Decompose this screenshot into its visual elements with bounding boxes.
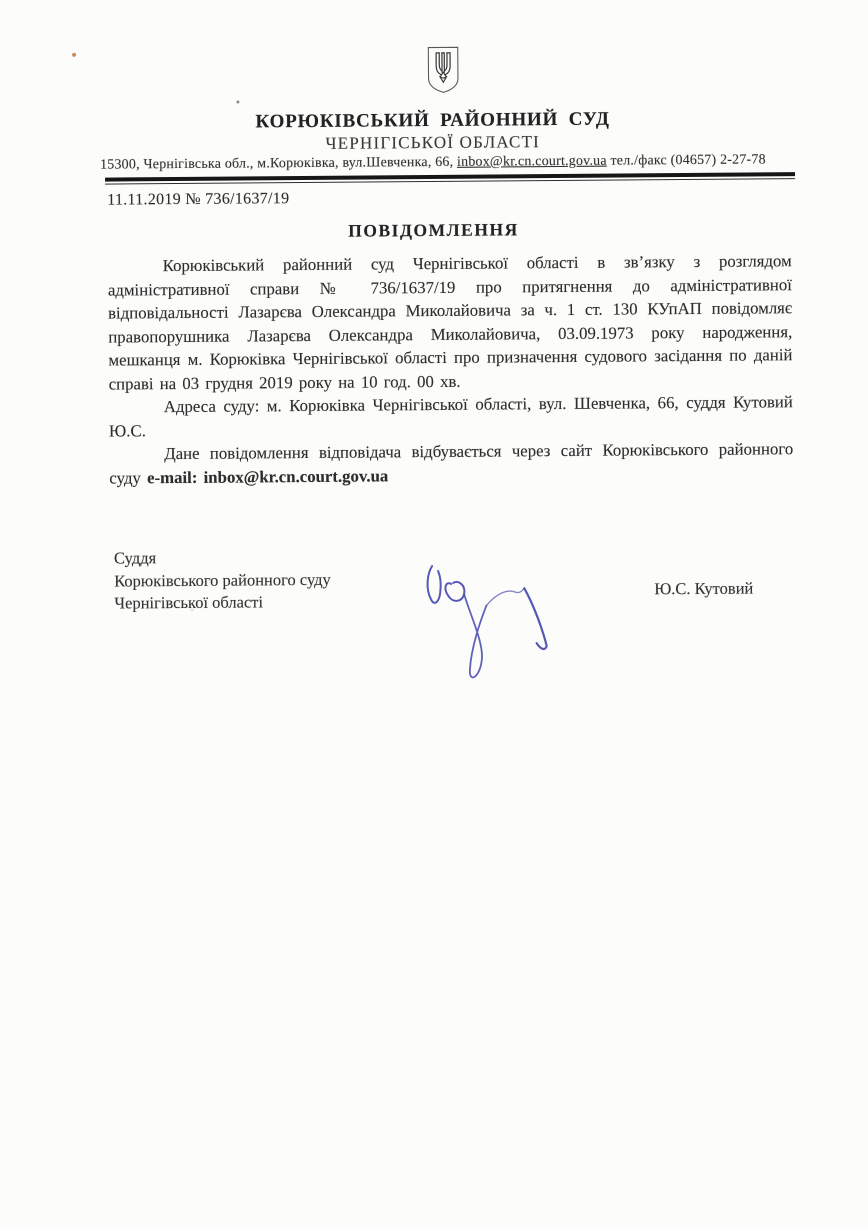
- ukraine-trident-emblem-icon: [425, 46, 461, 94]
- notification-email-text: e-mail: inbox@kr.cn.court.gov.ua: [146, 465, 389, 487]
- signer-role-line-3: Чернігівської області: [114, 592, 264, 613]
- reference-number-line: 11.11.2019 № 736/1637/19: [107, 190, 290, 209]
- body-paragraph-2: Адреса суду: м. Корюківка Чернігівської області, вул. Шевченка, 66, суддя Кутовий Ю.С.: [108, 392, 793, 441]
- notice-body: [108, 249, 794, 489]
- body-paragraph-1: Корюківський районний суд Чернігівської області в зв’язку з розглядом адміністративної справи № 736/1637/19 про притягнення до адміністративної відповідальності Лазарєва Олександра Миколайовича за ч. 1 ст. 130 КУпАП повідомляє правопорушника Лазарєва Олександра Миколайовича, 03.09.1973 року народження, мешканця м. Корюківка Чернігівської області про призначення судового засідання по даній справі на 03 грудня 2019 року на 10 год. 00 хв.: [107, 251, 793, 394]
- address-phone-text: тел./факс (04657) 2-27-78: [606, 152, 766, 169]
- scan-artifact-dot: [236, 101, 239, 104]
- notice-title: ПОВІДОМЛЕННЯ: [348, 219, 519, 241]
- scan-artifact-dot: [72, 53, 76, 57]
- address-text: 15300, Чернігівська обл., м.Корюківка, вул.Шевченка, 66,: [99, 154, 458, 173]
- court-region-heading: ЧЕРНІГІСЬКОЇ ОБЛАСТІ: [325, 132, 541, 153]
- signer-role-block: [114, 546, 331, 615]
- body-paragraph-3: [109, 437, 793, 489]
- handwritten-signature-icon: [406, 547, 577, 693]
- signer-role-line-1: Суддя: [113, 548, 157, 568]
- letterhead-divider: [105, 172, 795, 184]
- court-name-heading: КОРЮКІВСЬКИЙ РАЙОННИЙ СУД: [255, 108, 610, 133]
- body-paragraph-3-text: Дане повідомлення відповідача відбувається через сайт Корюківського районного суду: [109, 439, 794, 488]
- signer-name: Ю.С. Кутовий: [654, 578, 754, 599]
- signer-role-line-2: Корюківського районного суду: [114, 569, 331, 591]
- court-email-text: inbox@kr.cn.court.gov.ua: [456, 153, 607, 170]
